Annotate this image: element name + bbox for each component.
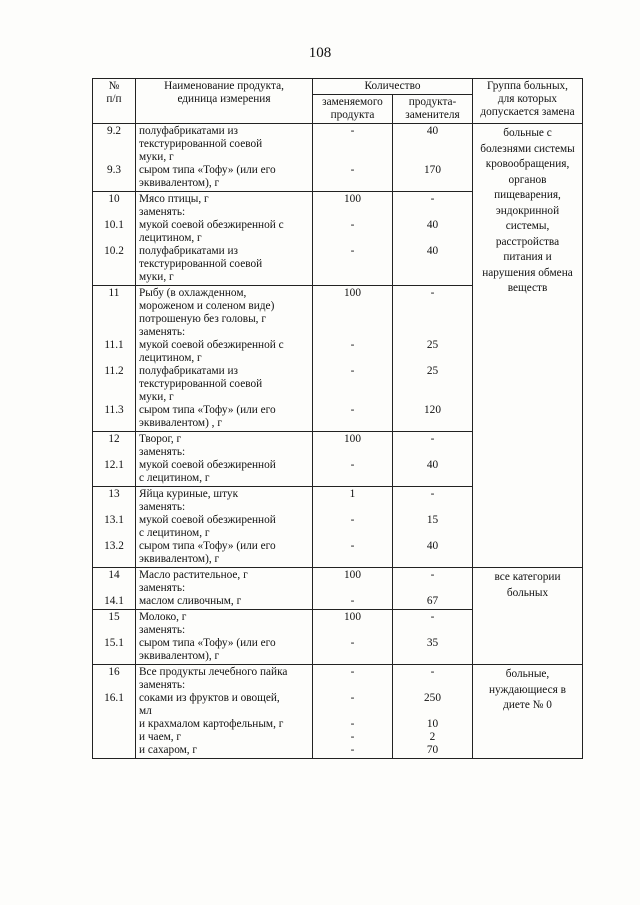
product-name-cell: Молоко, г заменять: сыром типа «Тофу» (или его эквивалентом), г xyxy=(136,610,313,665)
header-number: № п/п xyxy=(93,79,136,124)
row-number-cell: 16 16.1 xyxy=(93,665,136,759)
row-number-cell: 9.2 9.3 xyxy=(93,124,136,192)
product-name-cell: Яйца куриные, штук заменять: мукой соевой обезжиренной с лецитином, г сыром типа «Тофу» (или его эквивалентом), г xyxy=(136,487,313,568)
product-name-cell: Масло растительное, г заменять: маслом сливочным, г xyxy=(136,568,313,610)
header-substitute-product: продукта- заменителя xyxy=(393,95,473,124)
row-number-cell: 15 15.1 xyxy=(93,610,136,665)
row-number-cell: 11 11.1 11.2 11.3 xyxy=(93,286,136,432)
substitute-quantity-cell: - 40 xyxy=(393,432,473,487)
substitute-quantity-cell: - 15 40 xyxy=(393,487,473,568)
patient-group-cell: больные, нуждающиеся в диете № 0 xyxy=(473,665,583,759)
table-row xyxy=(93,568,583,610)
patient-group-cell: все категории больных xyxy=(473,568,583,665)
table-row xyxy=(93,124,583,192)
substitute-quantity-cell: - 40 40 xyxy=(393,192,473,286)
row-number-cell: 10 10.1 10.2 xyxy=(93,192,136,286)
table-row xyxy=(93,665,583,759)
product-name-cell: Мясо птицы, г заменять: мукой соевой обезжиренной с лецитином, г полуфабрикатами из текстурированной соевой муки, г xyxy=(136,192,313,286)
replaced-quantity-cell: 100 - - xyxy=(313,192,393,286)
substitute-quantity-cell: - 250 10 2 70 xyxy=(393,665,473,759)
product-name-cell: Все продукты лечебного пайка заменять: соками из фруктов и овощей, мл и крахмалом картофельным, г и чаем, г и сахаром, г xyxy=(136,665,313,759)
row-number-cell: 12 12.1 xyxy=(93,432,136,487)
substitute-quantity-cell: - 35 xyxy=(393,610,473,665)
replaced-quantity-cell: 100 - xyxy=(313,610,393,665)
substitution-table xyxy=(92,78,583,759)
patient-group-cell: больные с болезнями системы кровообращения, органов пищеварения, эндокринной системы, расстройства питания и нарушения обмена веществ xyxy=(473,124,583,568)
substitute-quantity-cell: - 25 25 120 xyxy=(393,286,473,432)
replaced-quantity-cell: 100 - - - xyxy=(313,286,393,432)
row-number-cell: 14 14.1 xyxy=(93,568,136,610)
product-name-cell: Рыбу (в охлажденном, мороженом и соленом виде) потрошеную без головы, г заменять: мукой соевой обезжиренной с лецитином, г полуфабрикатами из текстурированной соевой муки, г сыром типа «Тофу» (или его эквивалентом) , г xyxy=(136,286,313,432)
header-quantity: Количество xyxy=(313,79,473,95)
row-number-cell: 13 13.1 13.2 xyxy=(93,487,136,568)
substitute-quantity-cell: 40 170 xyxy=(393,124,473,192)
product-name-cell: полуфабрикатами из текстурированной соевой муки, г сыром типа «Тофу» (или его эквивалентом), г xyxy=(136,124,313,192)
page-number: 108 xyxy=(308,45,332,61)
replaced-quantity-cell: 1 - - xyxy=(313,487,393,568)
header-replaced-product: заменяемого продукта xyxy=(313,95,393,124)
replaced-quantity-cell: 100 - xyxy=(313,432,393,487)
header-patient-group: Группа больных, для которых допускается замена xyxy=(473,79,583,124)
replaced-quantity-cell: 100 - xyxy=(313,568,393,610)
product-name-cell: Творог, г заменять: мукой соевой обезжиренной с лецитином, г xyxy=(136,432,313,487)
replaced-quantity-cell: - - xyxy=(313,124,393,192)
replaced-quantity-cell: - - - - - xyxy=(313,665,393,759)
header-product-name: Наименование продукта, единица измерения xyxy=(136,79,313,124)
substitute-quantity-cell: - 67 xyxy=(393,568,473,610)
